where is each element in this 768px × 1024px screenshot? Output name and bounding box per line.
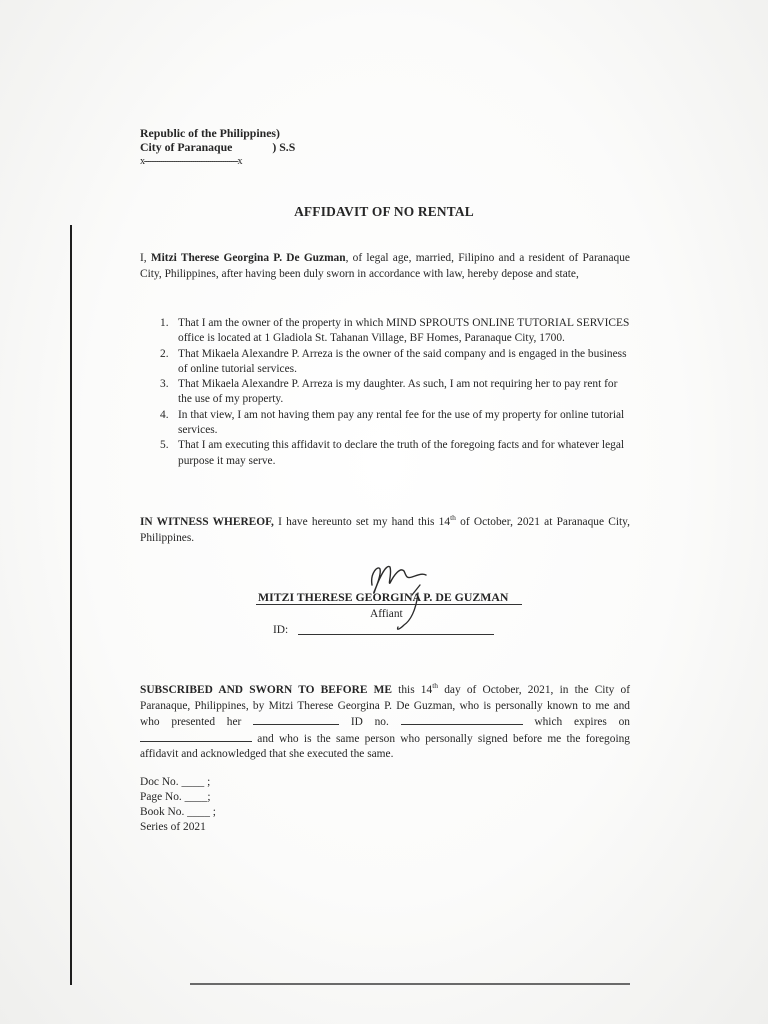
witness-sup: th (450, 513, 456, 523)
list-item-text: That Mikaela Alexandre P. Arreza is the owner of the said company and is engaged in the business of online tutorial services. (178, 347, 627, 375)
witness-pre: I have hereunto set my hand this 14 (273, 516, 451, 528)
id-number-blank (401, 714, 523, 725)
list-item-number: 5. (160, 439, 169, 452)
page-bottom-edge (190, 983, 630, 985)
header-republic: Republic of the Philippines) (140, 126, 280, 140)
jurat-p5: and who is the same person who personally signed before me the foregoing affidavit and acknowledged that she executed the same. (140, 732, 630, 760)
list-item-text: That I am the owner of the property in which MIND SPROUTS ONLINE TUTORIAL SERVICES office is located at 1 Gladiola St. Tahanan Village, BF Homes, Paranaque City, 1700. (178, 317, 630, 345)
list-item-number: 4. (160, 408, 169, 421)
list-item (160, 347, 630, 378)
book-no: Book No. ____ ; (140, 806, 216, 818)
expiry-blank (140, 731, 252, 742)
witness-paragraph (140, 515, 630, 546)
doc-no: Doc No. ____ ; (140, 776, 211, 788)
statement-list (160, 316, 630, 469)
id-label: ID: (273, 624, 289, 636)
list-item (160, 408, 630, 439)
jurat-p1: this 14 (392, 684, 433, 696)
affiant-signature-line (256, 604, 522, 605)
series: Series of 2021 (140, 821, 206, 833)
jurat-paragraph (140, 683, 630, 763)
page-left-edge (70, 225, 72, 985)
intro-post: , of legal age, married, Filipino and a resident of Paranaque City, Philippines, after having been duly sworn in accordance with law, hereby depose and state, (140, 252, 630, 280)
header-separator: x--------------------------------------------x (140, 156, 242, 167)
id-blank-line (298, 634, 494, 635)
header-city (140, 140, 295, 155)
jurat-lead: SUBSCRIBED AND SWORN TO BEFORE ME (140, 684, 392, 696)
jurat-p4: which expires on (522, 716, 630, 728)
id-type-blank (253, 714, 339, 725)
list-item-text: That I am executing this affidavit to declare the truth of the foregoing facts and for whatever legal purpose it may serve. (178, 439, 625, 467)
witness-lead: IN WITNESS WHEREOF, (140, 516, 274, 528)
affiant-name-inline: Mitzi Therese Georgina P. De Guzman (150, 252, 346, 264)
jurat-sup: th (432, 681, 439, 691)
intro-paragraph (140, 251, 630, 282)
list-item (160, 377, 630, 408)
list-item (160, 316, 630, 347)
list-item-text: In that view, I am not having them pay any rental fee for the use of my property for online tutorial services. (178, 408, 625, 437)
list-item (160, 438, 630, 469)
list-item-number: 2. (160, 347, 169, 360)
document-title: AFFIDAVIT OF NO RENTAL (294, 204, 474, 219)
intro-pre: I, (140, 252, 151, 264)
jurat-p3: ID no. (339, 716, 401, 728)
header-city-name: City of Paranaque (140, 140, 233, 154)
affiant-label: Affiant (370, 608, 403, 620)
affiant-name: MITZI THERESE GEORGINA P. DE GUZMAN (258, 590, 509, 604)
jurat-p2: day of October, 2021, in the City of Paranaque, Philippines, by Mitzi Therese Georgina P. De Guzman, who is personally known to me and who presented her (140, 684, 630, 728)
header-ss: ) S.S (272, 140, 296, 154)
list-item-number: 1. (160, 317, 169, 329)
list-item-number: 3. (160, 378, 169, 391)
list-item-text: That Mikaela Alexandre P. Arreza is my daughter. As such, I am not requiring her to pay rent for the use of my property. (178, 378, 618, 406)
page-no: Page No. ____; (140, 791, 211, 803)
witness-post: of October, 2021 at Paranaque City, Philippines. (140, 516, 630, 544)
